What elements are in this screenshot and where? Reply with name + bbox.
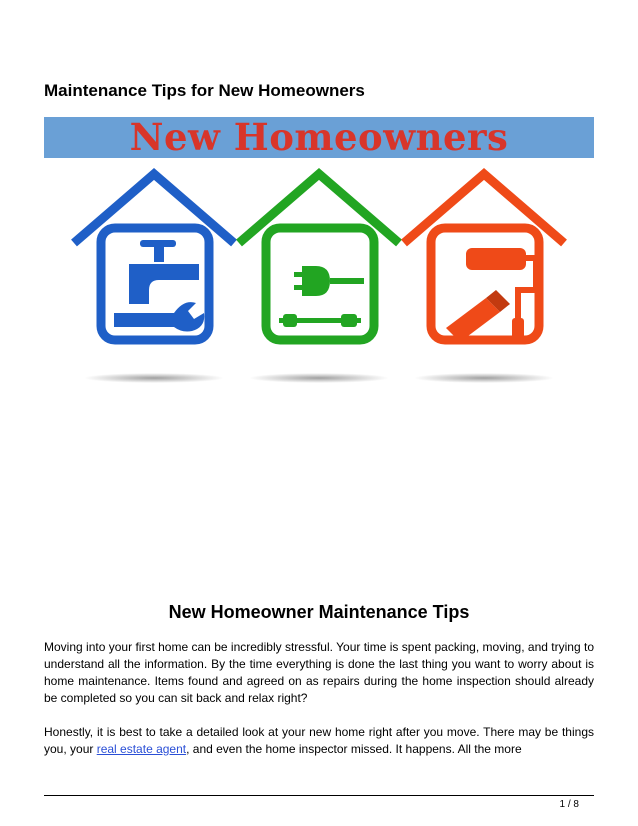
electrical-house-icon: [239, 174, 399, 383]
new-homeowners-banner: [44, 117, 594, 158]
paragraph-text: Honestly, it is best to take a detailed look at your new home right after you move. There may be things you, your: [44, 725, 594, 756]
section-heading: New Homeowner Maintenance Tips: [168, 602, 470, 622]
paragraph-text: , and even the home inspector missed. It happens. All the more: [186, 742, 522, 756]
page-title: Maintenance Tips for New Homeowners: [44, 81, 365, 100]
plumbing-house-icon: [74, 174, 234, 383]
page-number: 1 / 8: [559, 799, 579, 810]
painting-house-icon: [404, 174, 564, 383]
paragraph-inspection: [44, 724, 594, 758]
banner-title: New Homeowners: [129, 115, 509, 159]
paragraph-intro: Moving into your first home can be incredibly stressful. Your time is spent packing, moving, and trying to understand all the information. By the time everything is done the last thing you want to worry about is home maintenance. Items found and agreed on as repairs during the home inspection should already be completed so you can sit back and relax right?: [44, 640, 594, 705]
real-estate-agent-link[interactable]: real estate agent: [96, 742, 187, 756]
footer-divider: [44, 795, 594, 796]
houses-illustration: [44, 168, 594, 388]
